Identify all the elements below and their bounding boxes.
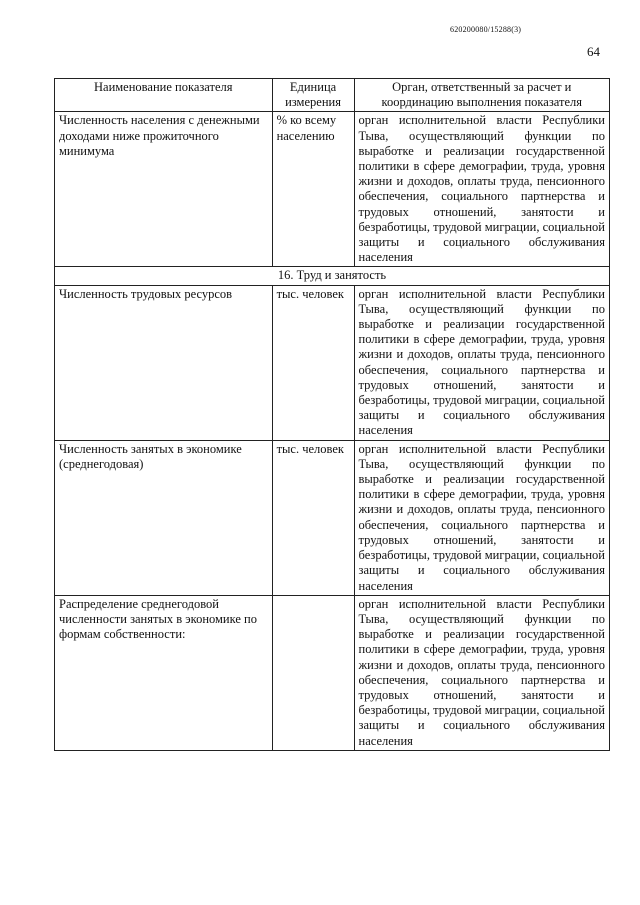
section-title: 16. Труд и занятость (55, 267, 610, 285)
indicator-cell: Численность трудовых ресурсов (55, 285, 273, 440)
section-row (55, 267, 610, 285)
indicator-cell: Численность занятых в экономике (среднегодовая) (55, 440, 273, 595)
organ-cell: орган исполнительной власти Республики Тыва, осуществляющий функции по выработке и реализации государственной политики в сфере демографии, труда, уровня жизни и доходов, оплаты труда, пенсионного обеспечения, социального партнерства и трудовых отношений, занятости и безработицы, трудовой миграции, социальной защиты и социального обслуживания населения (354, 112, 610, 267)
table-header-row (55, 79, 610, 112)
organ-cell: орган исполнительной власти Республики Тыва, осуществляющий функции по выработке и реализации государственной политики в сфере демографии, труда, уровня жизни и доходов, оплаты труда, пенсионного обеспечения, социального партнерства и трудовых отношений, занятости и безработицы, трудовой миграции, социальной защиты и социального обслуживания населения (354, 285, 610, 440)
unit-cell (272, 595, 354, 750)
indicator-cell: Распределение среднегодовой численности занятых в экономике по формам собственности: (55, 595, 273, 750)
unit-cell: тыс. человек (272, 285, 354, 440)
indicator-cell: Численность населения с денежными доходами ниже прожиточного минимума (55, 112, 273, 267)
table-row (55, 595, 610, 750)
column-header-organ: Орган, ответственный за расчет и координацию выполнения показателя (354, 79, 610, 112)
table-row (55, 112, 610, 267)
page-number: 64 (587, 44, 600, 59)
column-header-indicator: Наименование показателя (55, 79, 273, 112)
indicators-table (54, 78, 610, 751)
organ-cell: орган исполнительной власти Республики Тыва, осуществляющий функции по выработке и реализации государственной политики в сфере демографии, труда, уровня жизни и доходов, оплаты труда, пенсионного обеспечения, социального партнерства и трудовых отношений, занятости и безработицы, трудовой миграции, социальной защиты и социального обслуживания населения (354, 595, 610, 750)
unit-cell: % ко всему населению (272, 112, 354, 267)
table-row (55, 440, 610, 595)
organ-cell: орган исполнительной власти Республики Тыва, осуществляющий функции по выработке и реализации государственной политики в сфере демографии, труда, уровня жизни и доходов, оплаты труда, пенсионного обеспечения, социального партнерства и трудовых отношений, занятости и безработицы, трудовой миграции, социальной защиты и социального обслуживания населения (354, 440, 610, 595)
table-row (55, 285, 610, 440)
document-code: 620200080/15288(3) (450, 25, 522, 34)
column-header-unit: Единица измерения (272, 79, 354, 112)
unit-cell: тыс. человек (272, 440, 354, 595)
